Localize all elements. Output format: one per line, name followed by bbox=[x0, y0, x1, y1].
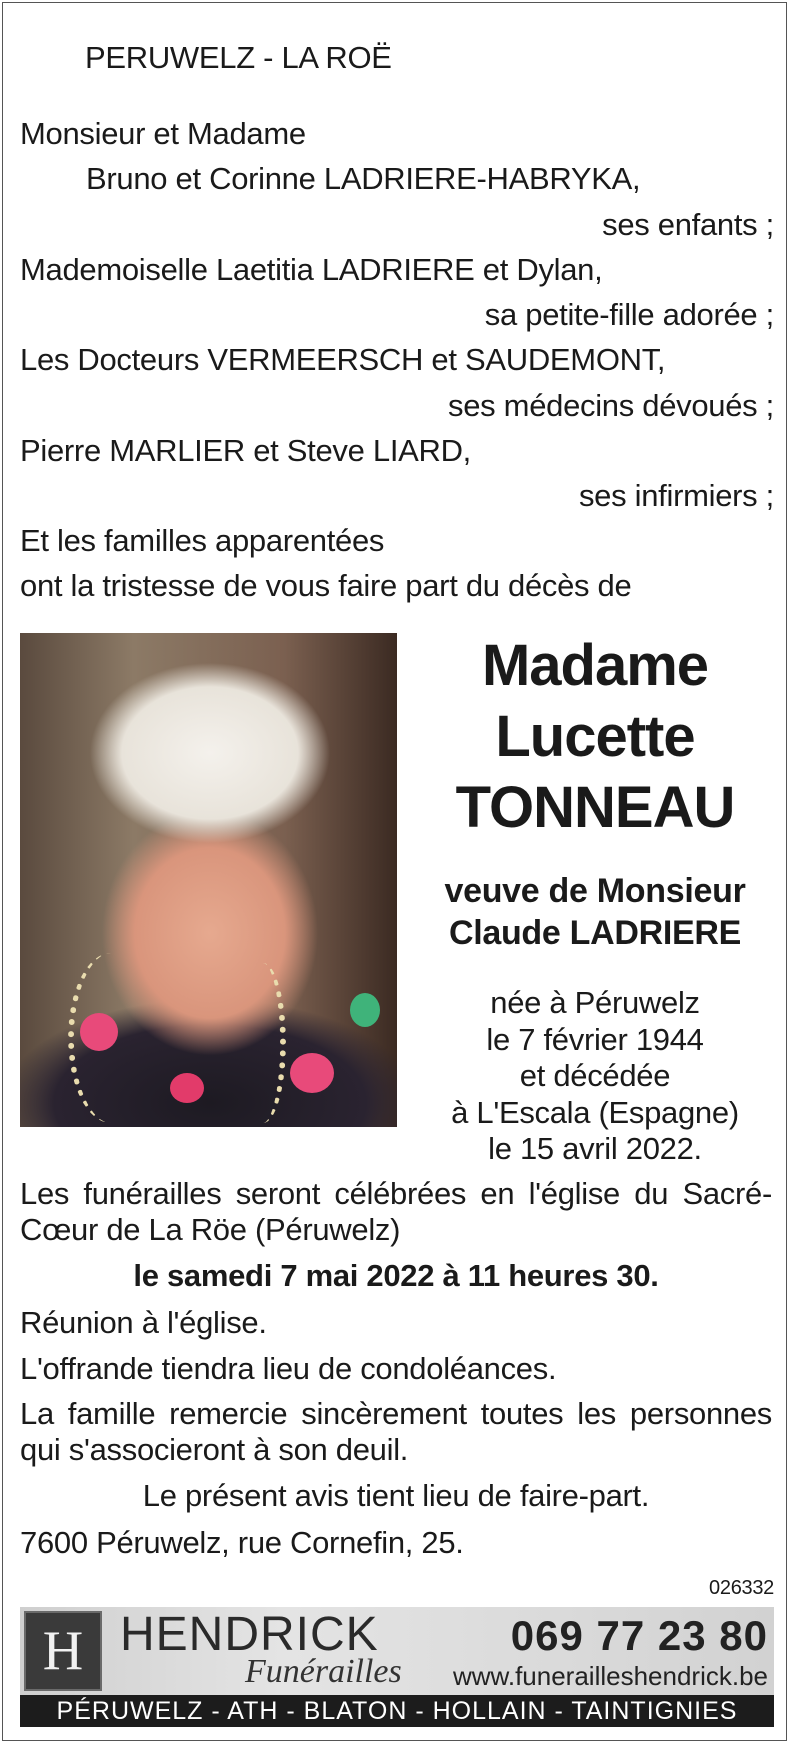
ceremony-date: le samedi 7 mai 2022 à 11 heures 30. bbox=[133, 1258, 659, 1293]
location-header: PERUWELZ - LA ROË bbox=[85, 40, 392, 75]
family-line-9: ses infirmiers ; bbox=[578, 478, 774, 513]
family-line-10: Et les familles apparentées bbox=[20, 523, 385, 558]
family-line-5: sa petite-fille adorée ; bbox=[484, 297, 774, 332]
deceased-first-name: Lucette bbox=[495, 704, 695, 769]
address-text: 7600 Péruwelz, rue Cornefin, 25. bbox=[20, 1525, 464, 1560]
born-line-2: le 7 février 1944 bbox=[486, 1022, 704, 1057]
funeral-home-logo: H bbox=[24, 1611, 102, 1691]
died-line-1: et décédée bbox=[519, 1058, 671, 1093]
funeral-home-locations: PÉRUWELZ - ATH - BLATON - HOLLAIN - TAINTIGNIES bbox=[20, 1695, 774, 1727]
family-line-7: ses médecins dévoués ; bbox=[448, 388, 774, 423]
offering-text: L'offrande tiendra lieu de condoléances. bbox=[20, 1351, 557, 1386]
funeral-home-website: www.funerailleshendrick.be bbox=[452, 1661, 768, 1691]
deceased-title: Madame bbox=[481, 633, 709, 698]
died-line-3: le 15 avril 2022. bbox=[488, 1131, 702, 1166]
family-line-2: Bruno et Corinne LADRIERE-HABRYKA, bbox=[86, 161, 641, 196]
notice-text: Le présent avis tient lieu de faire-part. bbox=[142, 1478, 650, 1513]
widow-line-2: Claude LADRIERE bbox=[448, 914, 742, 952]
family-line-1: Monsieur et Madame bbox=[20, 116, 306, 151]
died-line-2: à L'Escala (Espagne) bbox=[451, 1095, 739, 1130]
thanks-text: La famille remercie sincèrement toutes les personnes qui s'associeront à son deuil. bbox=[20, 1396, 772, 1467]
family-line-3: ses enfants ; bbox=[602, 207, 774, 242]
ceremony-text: Les funérailles seront célébrées en l'église du Sacré-Cœur de La Röe (Péruwelz) bbox=[20, 1176, 772, 1247]
reference-number: 026332 bbox=[709, 1577, 774, 1599]
funeral-home-phone: 069 77 23 80 bbox=[510, 1612, 768, 1659]
widow-line-1: veuve de Monsieur bbox=[444, 872, 746, 910]
family-line-11: ont la tristesse de vous faire part du décès de bbox=[20, 568, 632, 603]
funeral-home-banner bbox=[20, 1607, 774, 1695]
born-line-1: née à Péruwelz bbox=[490, 985, 700, 1020]
deceased-last-name: TONNEAU bbox=[455, 775, 735, 840]
reunion-text: Réunion à l'église. bbox=[20, 1305, 267, 1340]
funeral-home-name: HENDRICK bbox=[120, 1608, 379, 1661]
funeral-home-subtitle: Funérailles bbox=[245, 1653, 402, 1690]
family-line-4: Mademoiselle Laetitia LADRIERE et Dylan, bbox=[20, 252, 603, 287]
family-line-8: Pierre MARLIER et Steve LIARD, bbox=[20, 433, 471, 468]
deceased-portrait bbox=[20, 633, 397, 1127]
family-line-6: Les Docteurs VERMEERSCH et SAUDEMONT, bbox=[20, 342, 666, 377]
